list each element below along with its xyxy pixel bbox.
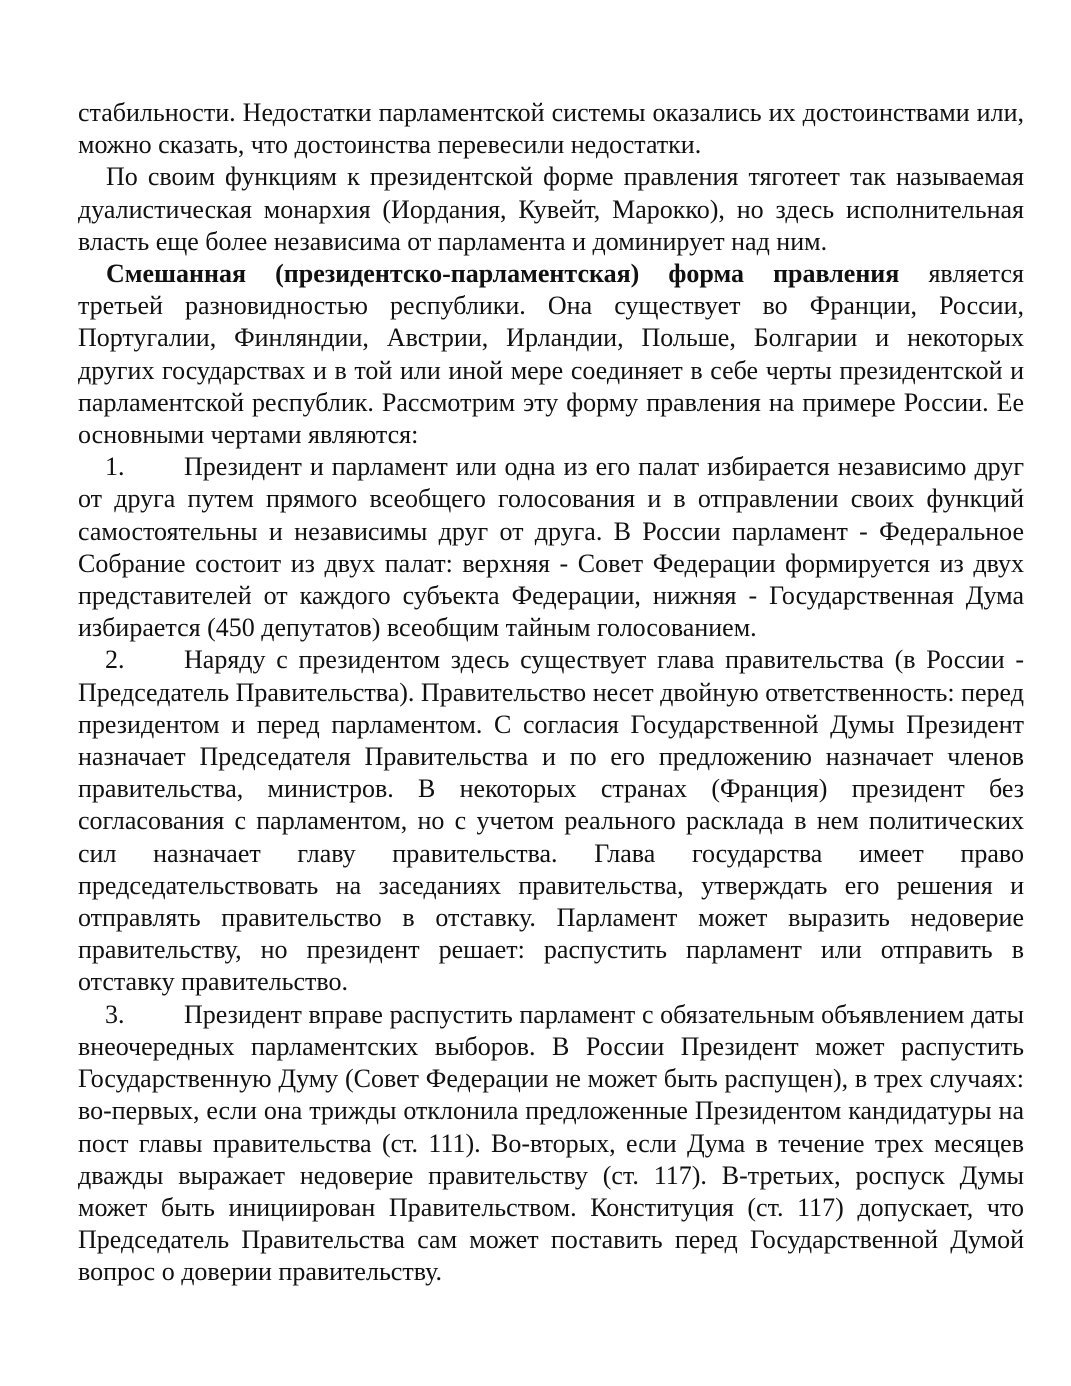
paragraph-mixed-form-text: является третьей разновидностью республики. Она существует во Франции, России, Португалии, Финляндии, Австрии, Ирландии, Польше, Болгарии и некоторых других государствах и в той или иной мере соединяет в себе черты президентской и парламентской республик. Рассмотрим эту форму правления на примере России. Ее основными чертами являются: [78,259,1024,450]
list-number: 3. [105,999,125,1029]
paragraph-continuation: стабильности. Недостатки парламентской системы оказались их достоинствами или, можно сказать, что достоинства перевесили недостатки. [78,98,1024,160]
paragraph-dualistic-monarchy: По своим функциям к президентской форме правления тяготеет так называемая дуалистическая монархия (Иордания, Кувейт, Марокко), но здесь исполнительная власть еще более независима от парламента и доминирует над ним. [78,162,1024,256]
document-page [78,97,1024,1289]
list-item-text: Президент и парламент или одна из его палат избирается независимо друг от друга путем прямого всеобщего голосования и в отправлении своих функций самостоятельны и независимы друг от друга. В России парламент - Федеральное Собрание состоит из двух палат: верхняя - Совет Федерации формируется из двух представителей от каждого субъекта Федерации, нижняя - Государственная Дума избирается (450 депутатов) всеобщим тайным голосованием. [78,452,1024,643]
list-number: 1. [105,452,125,482]
list-item-1 [78,451,1024,644]
list-item-3 [78,999,1024,1289]
list-number: 2. [105,645,125,675]
paragraph-mixed-form [78,258,1024,451]
term-mixed-form: Смешанная (президентско-парламентская) форма правления [106,259,900,289]
list-item-2 [78,644,1024,998]
list-item-text: Президент вправе распустить парламент с обязательным объявлением даты внеочередных парламентских выборов. В России Президент может распустить Государственную Думу (Совет Федерации не может быть распущен), в трех случаях: во-первых, если она трижды отклонила предложенные Президентом кандидатуры на пост главы правительства (ст. 111). Во-вторых, если Дума в течение трех месяцев дважды выражает недоверие правительству (ст. 117). В-третьих, роспуск Думы может быть инициирован Правительством. Конституция (ст. 117) допускает, что Председатель Правительства сам может поставить перед Государственной Думой вопрос о доверии правительству. [78,999,1024,1287]
list-item-text: Наряду с президентом здесь существует глава правительства (в России - Председатель Правительства). Правительство несет двойную ответственность: перед президентом и перед парламентом. С согласия Государственной Думы Президент назначает Председателя Правительства и по его предложению назначает членов правительства, министров. В некоторых странах (Франция) президент без согласования с парламентом, но с учетом реального расклада в нем политических сил назначает главу правительства. Глава государства имеет право председательствовать на заседаниях правительства, утверждать его решения и отправлять правительство в отставку. Парламент может выразить недоверие правительству, но президент решает: распустить парламент или отправить в отставку правительство. [78,645,1024,997]
